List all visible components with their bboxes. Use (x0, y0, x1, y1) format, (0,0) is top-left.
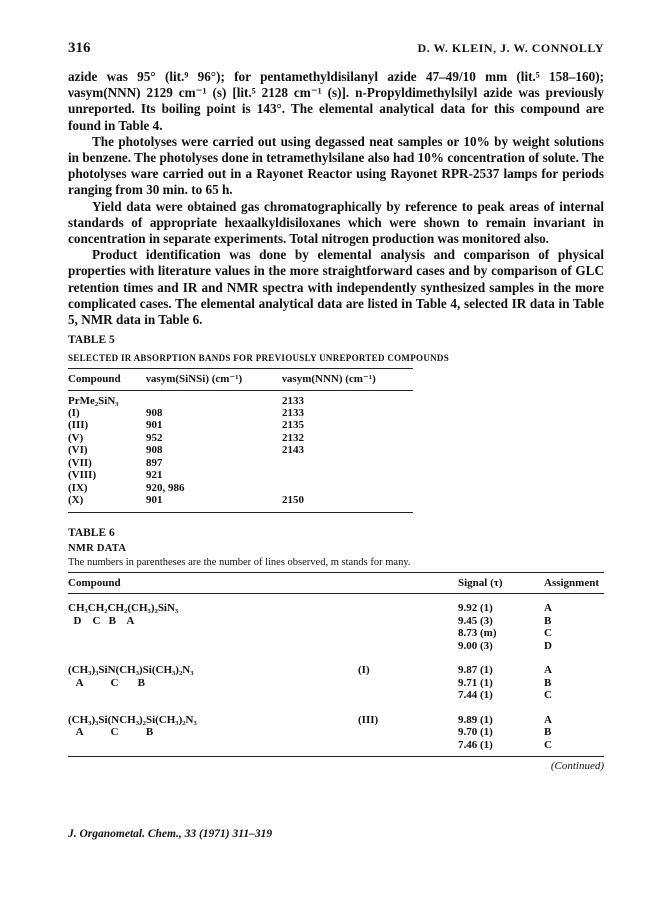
table5-header: νasym(SiNSi) (cm⁻¹) (146, 369, 282, 390)
table5-cell: (VIII) (68, 469, 97, 482)
table6-label: TABLE 6 (68, 527, 115, 540)
table5-cell: 2150 (282, 494, 413, 513)
table5-cell: (V) (68, 431, 84, 444)
table5-cell: (X) (68, 494, 146, 513)
signal-value: 8.73 (m) (458, 627, 497, 640)
compound-formula: (CH₃)₃Si(NCH₃)₂Si(CH₃)₂N₃ (68, 713, 197, 726)
signal-cell (458, 652, 544, 702)
table5-row (68, 407, 413, 419)
paragraph: The photolyses were carried out using degassed neat samples or 10% by weight solutions in benzene. The photolyses done in tetramethylsilane also had 10% concentration of solute. The photolyses ware carried out in a Rayonet Reactor using Rayonet RPR-2537 lamps for periods ranging from 30 min. to 65 h. (68, 133, 604, 198)
assignment-cell (544, 594, 604, 653)
table5-cell: 952 (146, 431, 163, 444)
assignment-value: C (544, 689, 552, 702)
table5-cell: 901 (146, 494, 282, 513)
table6-header: Compound (68, 573, 358, 594)
signal-value: 9.00 (3) (458, 639, 493, 652)
assignment-value: C (544, 738, 552, 751)
table5-cell (282, 469, 413, 481)
table-end-rule (68, 756, 604, 757)
table5-cell (282, 482, 413, 494)
table5-cell: 908 (146, 407, 163, 420)
table5-cell: 897 (146, 456, 163, 469)
table5-cell: 2133 (282, 394, 304, 407)
table6-header (358, 573, 458, 594)
assignment-value: A (544, 602, 552, 615)
assignment-value: B (544, 676, 552, 689)
page-number: 316 (68, 40, 91, 56)
table5-cell: 921 (146, 469, 163, 482)
table5-row (68, 419, 413, 431)
assignment-value: B (544, 726, 552, 739)
table6-header: Assignment (544, 573, 604, 594)
compound-cell (68, 594, 358, 653)
signal-cell (458, 702, 544, 752)
table5-cell: (VII) (68, 456, 92, 469)
paragraph: Product identification was done by elemental analysis and comparison of physical properties with literature values in the more straightforward cases and by comparison of GLC retention times and IR and NMR spectra with independently synthesized samples in the more complicated cases. The elemental analytical data are listed in Table 4, selected IR data in Table 5, NMR data in Table 6. (68, 247, 604, 328)
compound-formula: (CH₃)₃SiN(CH₃)Si(CH₃)₂N₃ (68, 664, 194, 677)
compound-formula: CH₃CH₂CH₂(CH₃)₂SiN₃ (68, 602, 179, 615)
journal-citation: J. Organometal. Chem., 33 (1971) 311–319 (68, 828, 273, 840)
signal-value: 9.89 (1) (458, 713, 493, 726)
assignment-value: D (544, 639, 552, 652)
paragraph: azide was 95° (lit.⁹ 96°); for pentamethyldisilanyl azide 47–49/10 mm (lit.⁵ 158–160); νasym(NNN) 2129 cm⁻¹ (s) [lit.⁵ 2128 cm⁻¹ (s)]. n-Propyldimethylsilyl azide was previously unreported. Its boiling point is 143°. The elemental analytical data for this compound are found in Table 4. (68, 69, 604, 133)
compound-cell (68, 702, 358, 752)
table5-cell: (VI) (68, 444, 88, 457)
compound-label (358, 594, 458, 653)
signal-value: 9.92 (1) (458, 602, 493, 615)
table5-cell (282, 457, 413, 469)
proton-letters: A C B (68, 676, 146, 689)
assignment-cell (544, 702, 604, 752)
table5-row (68, 469, 413, 481)
table5-row (68, 432, 413, 444)
assignment-value: A (544, 713, 552, 726)
table5-label: TABLE 5 (68, 334, 115, 347)
table5-cell: 2133 (282, 407, 304, 420)
signal-value: 7.44 (1) (458, 689, 493, 702)
signal-value: 9.87 (1) (458, 664, 493, 677)
table5-cell: 2132 (282, 431, 304, 444)
signal-value: 9.71 (1) (458, 676, 493, 689)
table5-caption: SELECTED IR ABSORPTION BANDS FOR PREVIOUSLY UNREPORTED COMPOUNDS (68, 353, 450, 364)
table5 (68, 368, 413, 513)
proton-letters: A C B (68, 726, 154, 739)
table5-row (68, 457, 413, 469)
compound-cell (68, 652, 358, 702)
signal-value: 7.46 (1) (458, 738, 493, 751)
table6-row (68, 652, 604, 702)
table6-header: Signal (τ) (458, 573, 544, 594)
table5-row (68, 494, 413, 513)
assignment-cell (544, 652, 604, 702)
table5-row (68, 482, 413, 494)
table6-note: The numbers in parentheses are the number of lines observed, m stands for many. (68, 557, 411, 569)
table5-cell: (III) (68, 419, 89, 432)
compound-label: (I) (358, 664, 370, 677)
table5-cell: 901 (146, 419, 163, 432)
table5-header: Compound (68, 369, 146, 390)
table5-cell: 920, 986 (146, 481, 185, 494)
table5-cell: (I) (68, 407, 80, 420)
running-head: D. W. KLEIN, J. W. CONNOLLY (417, 41, 604, 55)
table6 (68, 572, 604, 751)
signal-value: 9.45 (3) (458, 614, 493, 627)
table6-row (68, 594, 604, 653)
assignment-value: C (544, 627, 552, 640)
assignment-value: B (544, 614, 552, 627)
proton-letters: D C B A (68, 614, 135, 627)
signal-cell (458, 594, 544, 653)
journal-page (68, 40, 604, 772)
assignment-value: A (544, 664, 552, 677)
page-header (68, 40, 604, 57)
table5-row (68, 444, 413, 456)
table6-caption: NMR DATA (68, 543, 127, 555)
table5-cell: 2135 (282, 419, 304, 432)
table5-cell: PrMe₂SiN₃ (68, 394, 119, 407)
table6-row (68, 702, 604, 752)
signal-value: 9.70 (1) (458, 726, 493, 739)
compound-label: (III) (358, 713, 379, 726)
table5-cell: 2143 (282, 444, 304, 457)
table5-row (68, 390, 413, 407)
table5-cell: 908 (146, 444, 163, 457)
table5-header: νasym(NNN) (cm⁻¹) (282, 369, 413, 390)
paragraph: Yield data were obtained gas chromatographically by reference to peak areas of internal standards of appropriate hexaalkyldisiloxanes which were shown to remain invariant in concentration in separate experiments. Total nitrogen production was monitored also. (68, 198, 604, 247)
table5-cell (146, 390, 282, 407)
table5-cell: (IX) (68, 481, 88, 494)
continued-note: (Continued) (550, 760, 604, 773)
